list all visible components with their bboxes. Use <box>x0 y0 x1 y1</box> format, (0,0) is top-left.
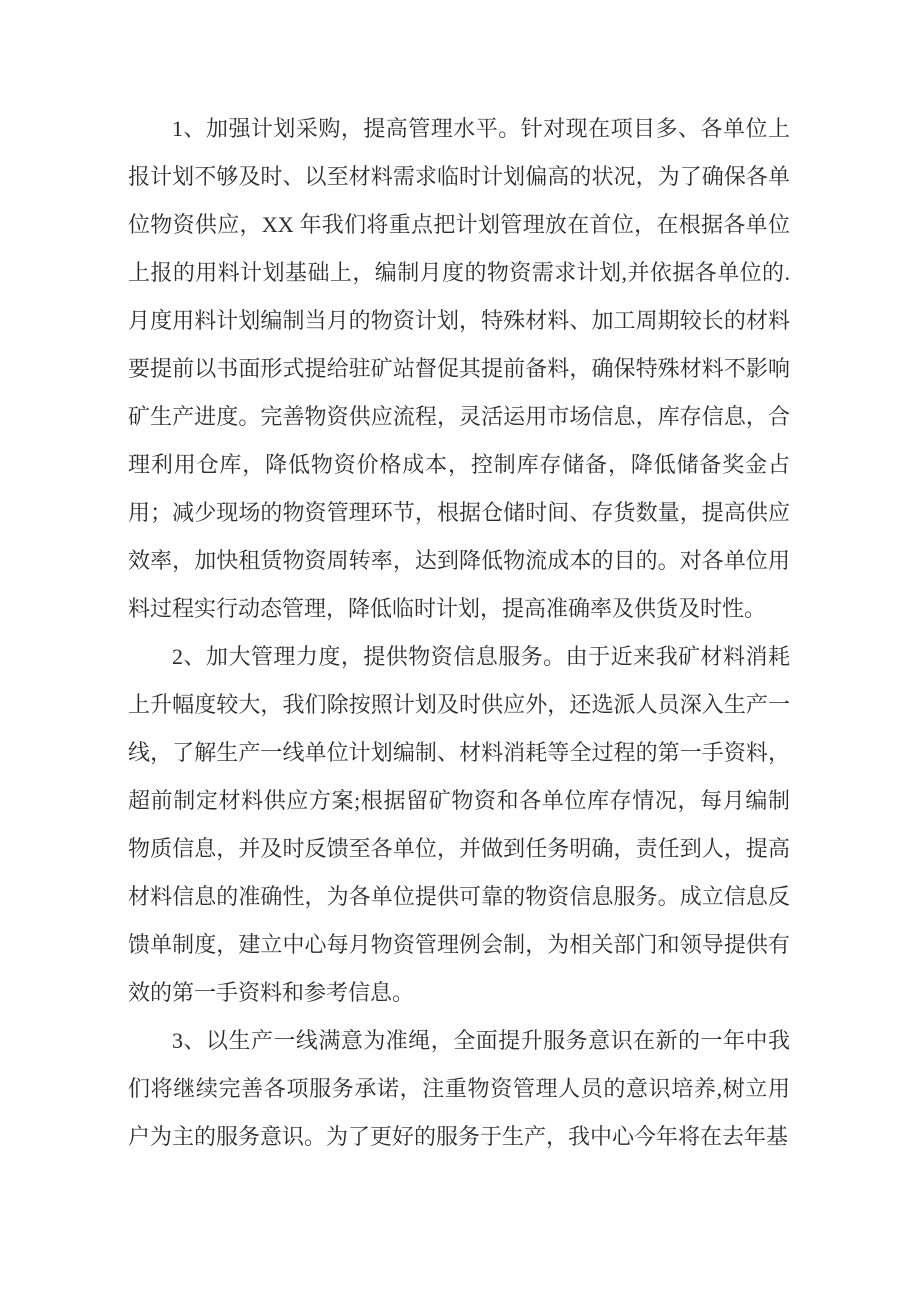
text-line: 上升幅度较大，我们除按照计划及时供应外，还选派人员深入生产一 <box>128 692 790 717</box>
text-line: 要提前以书面形式提给驻矿站督促其提前备料，确保特殊材料不影响 <box>128 356 790 381</box>
text-line: 户为主的服务意识。为了更好的服务于生产，我中心今年将在去年基 <box>128 1124 789 1149</box>
text-line: 超前制定材料供应方案;根据留矿物资和各单位库存情况，每月编制 <box>128 788 790 813</box>
text-line: 料过程实行动态管理，降低临时计划，提高准确率及供货及时性。 <box>128 596 767 621</box>
text-line: 效率，加快租赁物资周转率，达到降低物流成本的目的。对各单位用 <box>128 548 790 573</box>
text-line: 效的第一手资料和参考信息。 <box>128 980 415 1005</box>
text-line: 用；减少现场的物资管理环节，根据仓储时间、存货数量，提高供应 <box>128 500 790 525</box>
text-line: 上报的用料计划基础上，编制月度的物资需求计划,并依据各单位的. <box>128 260 790 285</box>
text-line: 2、加大管理力度，提供物资信息服务。由于近来我矿材料消耗 <box>172 644 790 669</box>
text-line: 线，了解生产一线单位计划编制、材料消耗等全过程的第一手资料， <box>128 740 790 765</box>
text-line: 3、以生产一线满意为准绳，全面提升服务意识在新的一年中我 <box>172 1028 790 1053</box>
text-line: 理利用仓库，降低物资价格成本，控制库存储备，降低储备奖金占 <box>128 452 790 477</box>
text-line: 1、加强计划采购，提高管理水平。针对现在项目多、各单位上 <box>172 116 790 141</box>
text-line: 矿生产进度。完善物资供应流程，灵活运用市场信息，库存信息，合 <box>128 404 790 429</box>
text-line: 月度用料计划编制当月的物资计划，特殊材料、加工周期较长的材料 <box>128 308 790 333</box>
text-line: 馈单制度，建立中心每月物资管理例会制，为相关部门和领导提供有 <box>128 932 790 957</box>
text-line: 们将继续完善各项服务承诺，注重物资管理人员的意识培养,树立用 <box>128 1076 790 1101</box>
text-line: 材料信息的准确性，为各单位提供可靠的物资信息服务。成立信息反 <box>128 884 790 909</box>
document-body <box>128 105 790 1161</box>
text-line: 报计划不够及时、以至材料需求临时计划偏高的状况，为了确保各单 <box>128 164 790 189</box>
text-line: 位物资供应，XX 年我们将重点把计划管理放在首位，在根据各单位 <box>128 212 790 237</box>
text-line: 物质信息，并及时反馈至各单位，并做到任务明确，责任到人，提高 <box>128 836 790 861</box>
